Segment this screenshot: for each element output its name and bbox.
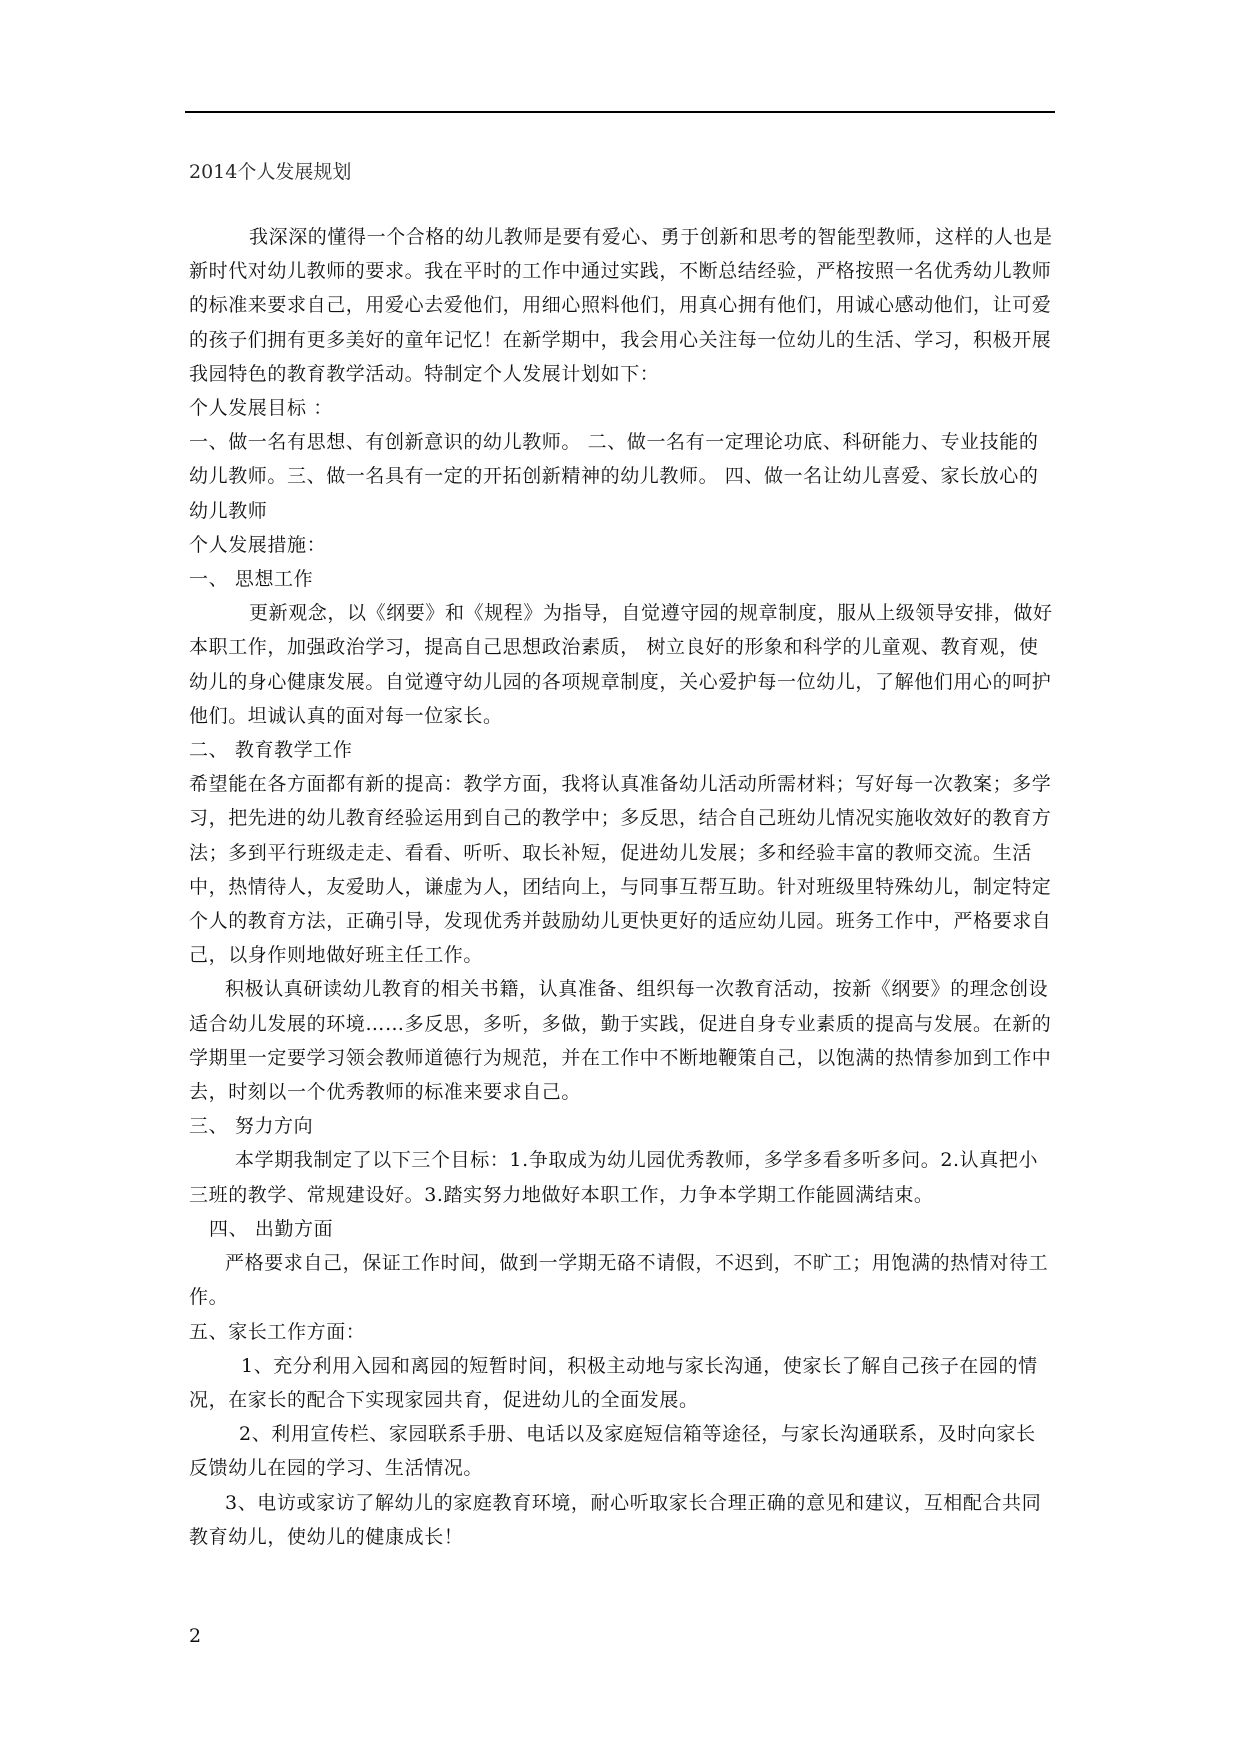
measures-heading: 个人发展措施： bbox=[189, 533, 327, 556]
section-heading-thought: 一、 思想工作 bbox=[189, 568, 314, 591]
goals-paragraph: 一、做一名有思想、有创新意识的幼儿教师。 二、做一名有一定理论功底、科研能力、专业技能的幼儿教师。三、做一名具有一定的开拓创新精神的幼儿教师。 四、做一名让幼儿喜爱、家长放心的幼儿教师 bbox=[189, 431, 1039, 522]
parents-item-2: 2、利用宣传栏、家园联系手册、电话以及家庭短信箱等途径，与家长沟通联系，及时向家长反馈幼儿在园的学习、生活情况。 bbox=[189, 1423, 1036, 1480]
section-heading-attendance: 四、 出勤方面 bbox=[209, 1217, 334, 1240]
teaching-paragraph: 希望能在各方面都有新的提高：教学方面，我将认真准备幼儿活动所需材料；写好每一次教案；多学习，把先进的幼儿教育经验运用到自己的教学中；多反思，结合自己班幼儿情况实施收效好的教育方法；多到平行班级走走、看看、听听、取长补短，促进幼儿发展；多和经验丰富的教师交流。生活中，热情待人，友爱助人，谦虚为人，团结向上，与同事互帮互助。针对班级里特殊幼儿，制定特定个人的教育方法，正确引导，发现优秀并鼓励幼儿更快更好的适应幼儿园。班务工作中，严格要求自己，以身作则地做好班主任工作。 bbox=[189, 773, 1052, 967]
section-heading-direction: 三、 努力方向 bbox=[189, 1115, 314, 1138]
document-title: 2014个人发展规划 bbox=[189, 161, 352, 183]
attendance-paragraph: 严格要求自己，保证工作时间，做到一学期无硌不请假，不迟到，不旷工；用饱满的热情对待工作。 bbox=[189, 1252, 1049, 1309]
page-number: 2 bbox=[189, 1625, 202, 1647]
section-heading-parents: 五、家长工作方面： bbox=[189, 1320, 366, 1343]
section-heading-teaching: 二、 教育教学工作 bbox=[189, 739, 353, 762]
document-body bbox=[189, 220, 1055, 1554]
direction-paragraph: 本学期我制定了以下三个目标：1.争取成为幼儿园优秀教师，多学多看多听多问。2.认真把小三班的教学、常规建设好。3.踏实努力地做好本职工作，力争本学期工作能圆满结束。 bbox=[189, 1149, 1039, 1206]
study-paragraph: 积极认真研读幼儿教育的相关书籍，认真准备、组织每一次教育活动，按新《纲要》的理念创设适合幼儿发展的环境……多反思，多听，多做，勤于实践，促进自身专业素质的提高与发展。在新的学期里一定要学习领会教师道德行为规范，并在工作中不断地鞭策自己，以饱满的热情参加到工作中去，时刻以一个优秀教师的标准来要求自己。 bbox=[189, 978, 1052, 1104]
intro-paragraph: 我深深的懂得一个合格的幼儿教师是要有爱心、勇于创新和思考的智能型教师，这样的人也是新时代对幼儿教师的要求。我在平时的工作中通过实践，不断总结经验，严格按照一名优秀幼儿教师的标准来要求自己，用爱心去爱他们，用细心照料他们，用真心拥有他们，用诚心感动他们，让可爱的孩子们拥有更多美好的童年记忆！在新学期中，我会用心关注每一位幼儿的生活、学习，积极开展我园特色的教育教学活动。特制定个人发展计划如下： bbox=[189, 226, 1053, 385]
goals-heading: 个人发展目标 ： bbox=[189, 397, 333, 420]
thought-paragraph: 更新观念，以《纲要》和《规程》为指导，自觉遵守园的规章制度，服从上级领导安排，做好本职工作，加强政治学习，提高自己思想政治素质， 树立良好的形象和科学的儿童观、教育观，使幼儿的身心健康发展。自觉遵守幼儿园的各项规章制度，关心爱护每一位幼儿，了解他们用心的呵护他们。坦诚认真的面对每一位家长。 bbox=[189, 602, 1053, 727]
header-rule bbox=[185, 111, 1055, 113]
parents-item-3: 3、电访或家访了解幼儿的家庭教育环境，耐心听取家长合理正确的意见和建议，互相配合共同教育幼儿，使幼儿的健康成长！ bbox=[189, 1491, 1042, 1548]
parents-item-1: 1、充分利用入园和离园的短暂时间，积极主动地与家长沟通，使家长了解自己孩子在园的情况，在家长的配合下实现家园共育，促进幼儿的全面发展。 bbox=[189, 1354, 1038, 1411]
